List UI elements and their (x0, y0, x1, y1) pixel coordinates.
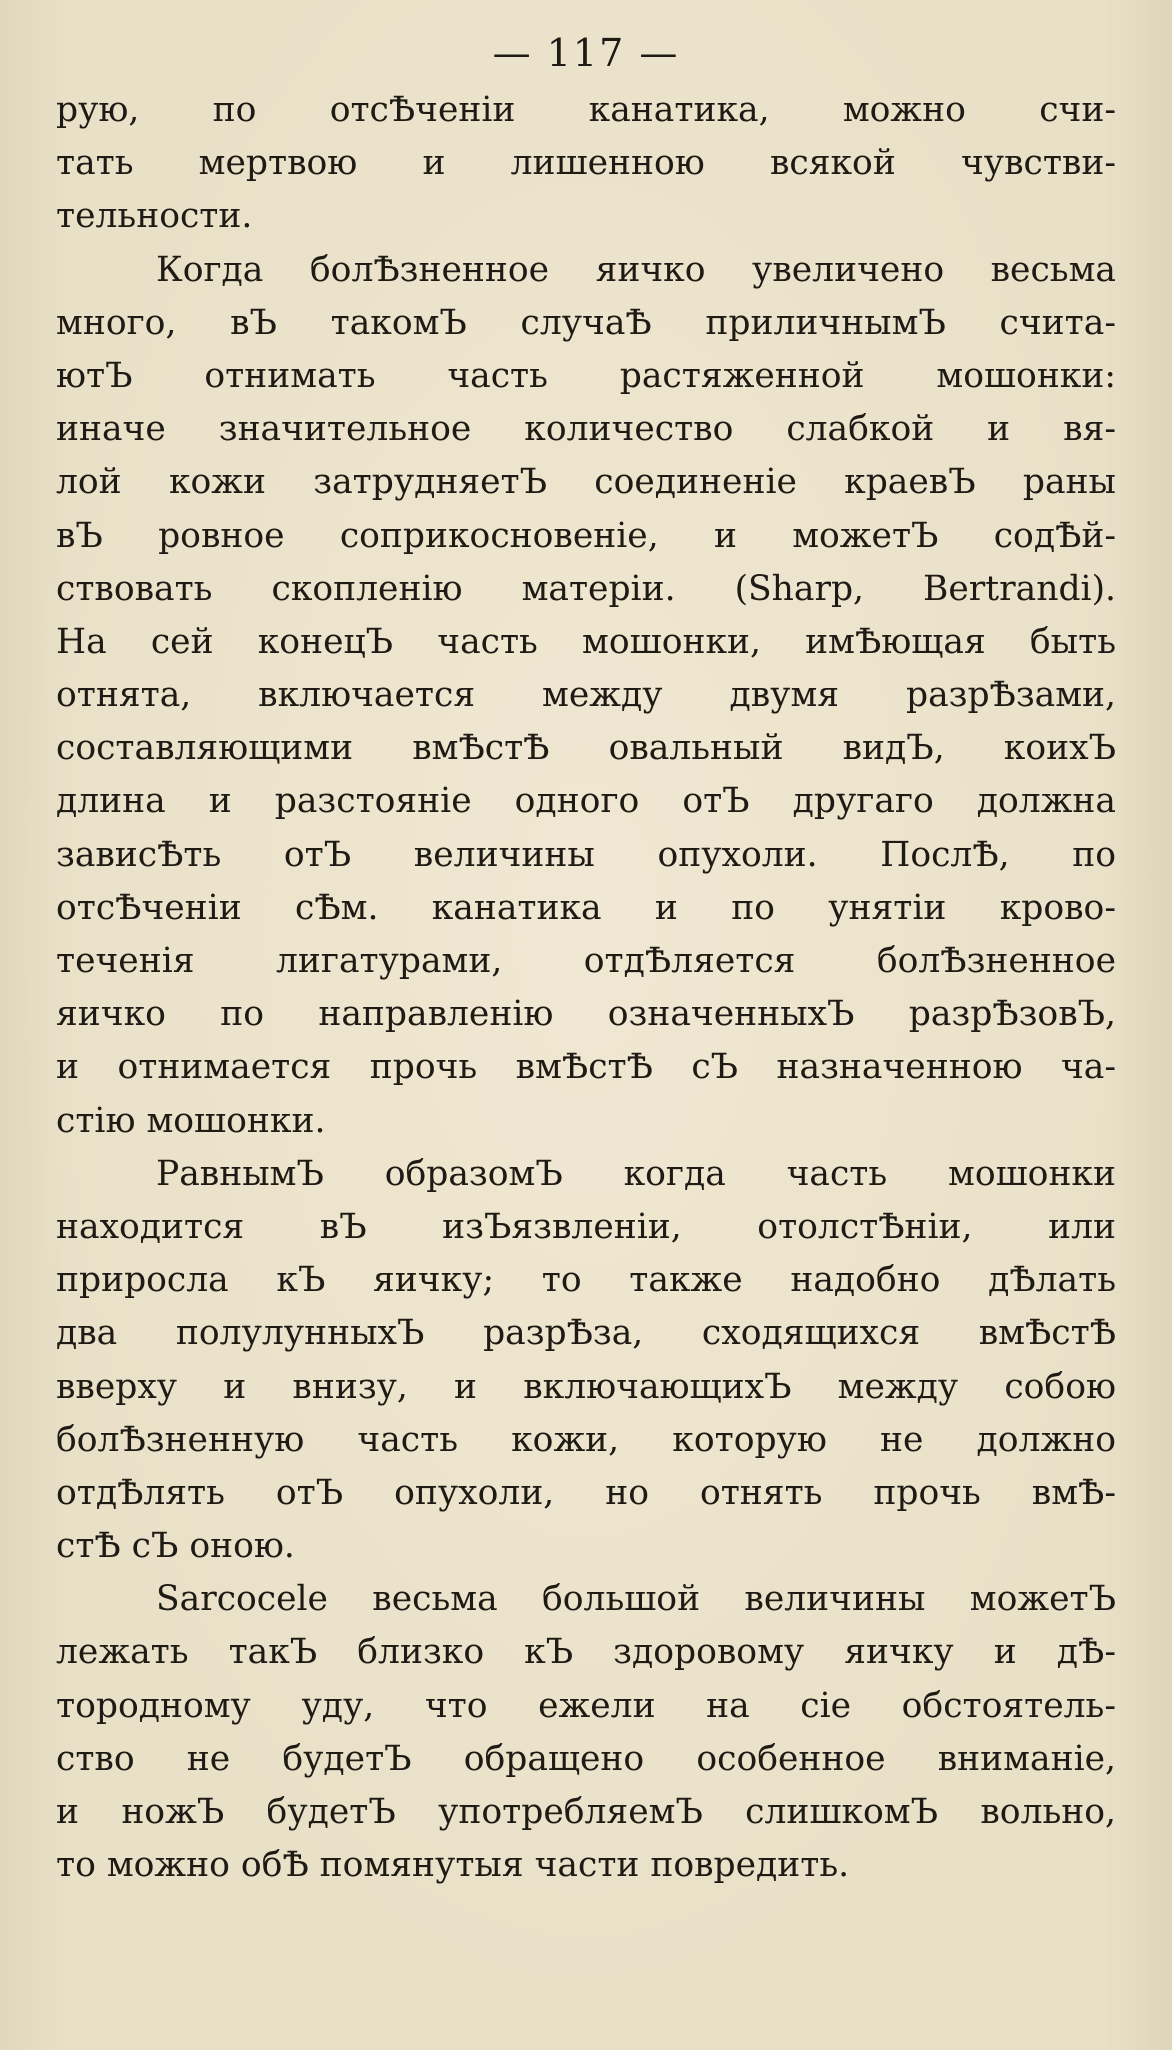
text-line: длина и разстояніе одного отЪ другаго должна (56, 781, 1116, 822)
paragraph (56, 244, 1116, 1148)
text-line: отсѢченіи сѢм. канатика и по унятіи крово- (56, 887, 1116, 928)
text-line: Sarcocele весьма большой величины можетЪ (156, 1579, 1116, 1620)
text-line: болѢзненную часть кожи, которую не должно (56, 1419, 1116, 1460)
text-line: отдѢлять отЪ опухоли, но отнять прочь вмѢ- (56, 1472, 1116, 1513)
body-text (56, 84, 1116, 1892)
text-line: приросла кЪ яичку; то также надобно дѢлать (56, 1260, 1116, 1301)
text-line: ство не будетЪ обращено особенное вниманіе, (56, 1738, 1116, 1779)
text-line: яичко по направленію означенныхЪ разрѢзовЪ, (56, 994, 1116, 1035)
text-line: и отнимается прочь вмѢстѢ сЪ назначенною ча- (56, 1047, 1116, 1088)
page-number: — 117 — (492, 31, 680, 75)
text-line: составляющими вмѢстѢ овальный видЪ, коихЪ (56, 728, 1116, 769)
paragraph (56, 1148, 1116, 1574)
text-line: На сей конецЪ часть мошонки, имѢющая быть (56, 621, 1116, 662)
text-line: тельности. (56, 196, 253, 237)
text-line: РавнымЪ образомЪ когда часть мошонки (156, 1153, 1116, 1194)
text-line: находится вЪ изЪязвленіи, отолстѢніи, или (56, 1206, 1116, 1247)
text-line: и ножЪ будетЪ употребляемЪ слишкомЪ вольно, (56, 1792, 1116, 1832)
text-line: вЪ ровное соприкосновеніе, и можетЪ содѢй- (56, 515, 1116, 556)
text-line: тородному уду, что ежели на сіе обстоятель- (56, 1685, 1116, 1726)
text-line: то можно обѢ помянутыя части повредить. (56, 1845, 850, 1886)
text-line: лежать такЪ близко кЪ здоровому яичку и дѢ- (56, 1632, 1116, 1673)
text-line: стію мошонки. (56, 1100, 326, 1141)
text-line: зависѢть отЪ величины опухоли. ПослѢ, по (56, 834, 1116, 875)
text-line: Когда болѢзненное яичко увеличено весьма (156, 249, 1116, 290)
text-line: вверху и внизу, и включающихЪ между собою (56, 1366, 1116, 1407)
text-line: стѢ сЪ оною. (56, 1526, 295, 1567)
text-line: тать мертвою и лишенною всякой чувстви- (56, 143, 1116, 184)
text-line: ствовать скопленію матеріи. (Sharp, Bertrandi). (56, 568, 1116, 609)
text-line: два полулунныхЪ разрѢза, сходящихся вмѢстѢ (56, 1313, 1116, 1354)
text-line: теченія лигатурами, отдѢляется болѢзненное (56, 941, 1116, 981)
text-line: рую, по отсѢченіи канатика, можно счи- (56, 90, 1116, 130)
text-line: отнята, включается между двумя разрѢзами, (56, 675, 1116, 716)
text-line: ютЪ отнимать часть растяженной мошонки: (56, 355, 1116, 396)
text-line: иначе значительное количество слабкой и вя- (56, 409, 1116, 450)
paragraph (56, 84, 1116, 244)
paragraph (56, 1573, 1116, 1892)
text-line: много, вЪ такомЪ случаѢ приличнымЪ счита- (56, 302, 1116, 343)
text-line: лой кожи затрудняетЪ соединеніе краевЪ раны (56, 462, 1116, 503)
